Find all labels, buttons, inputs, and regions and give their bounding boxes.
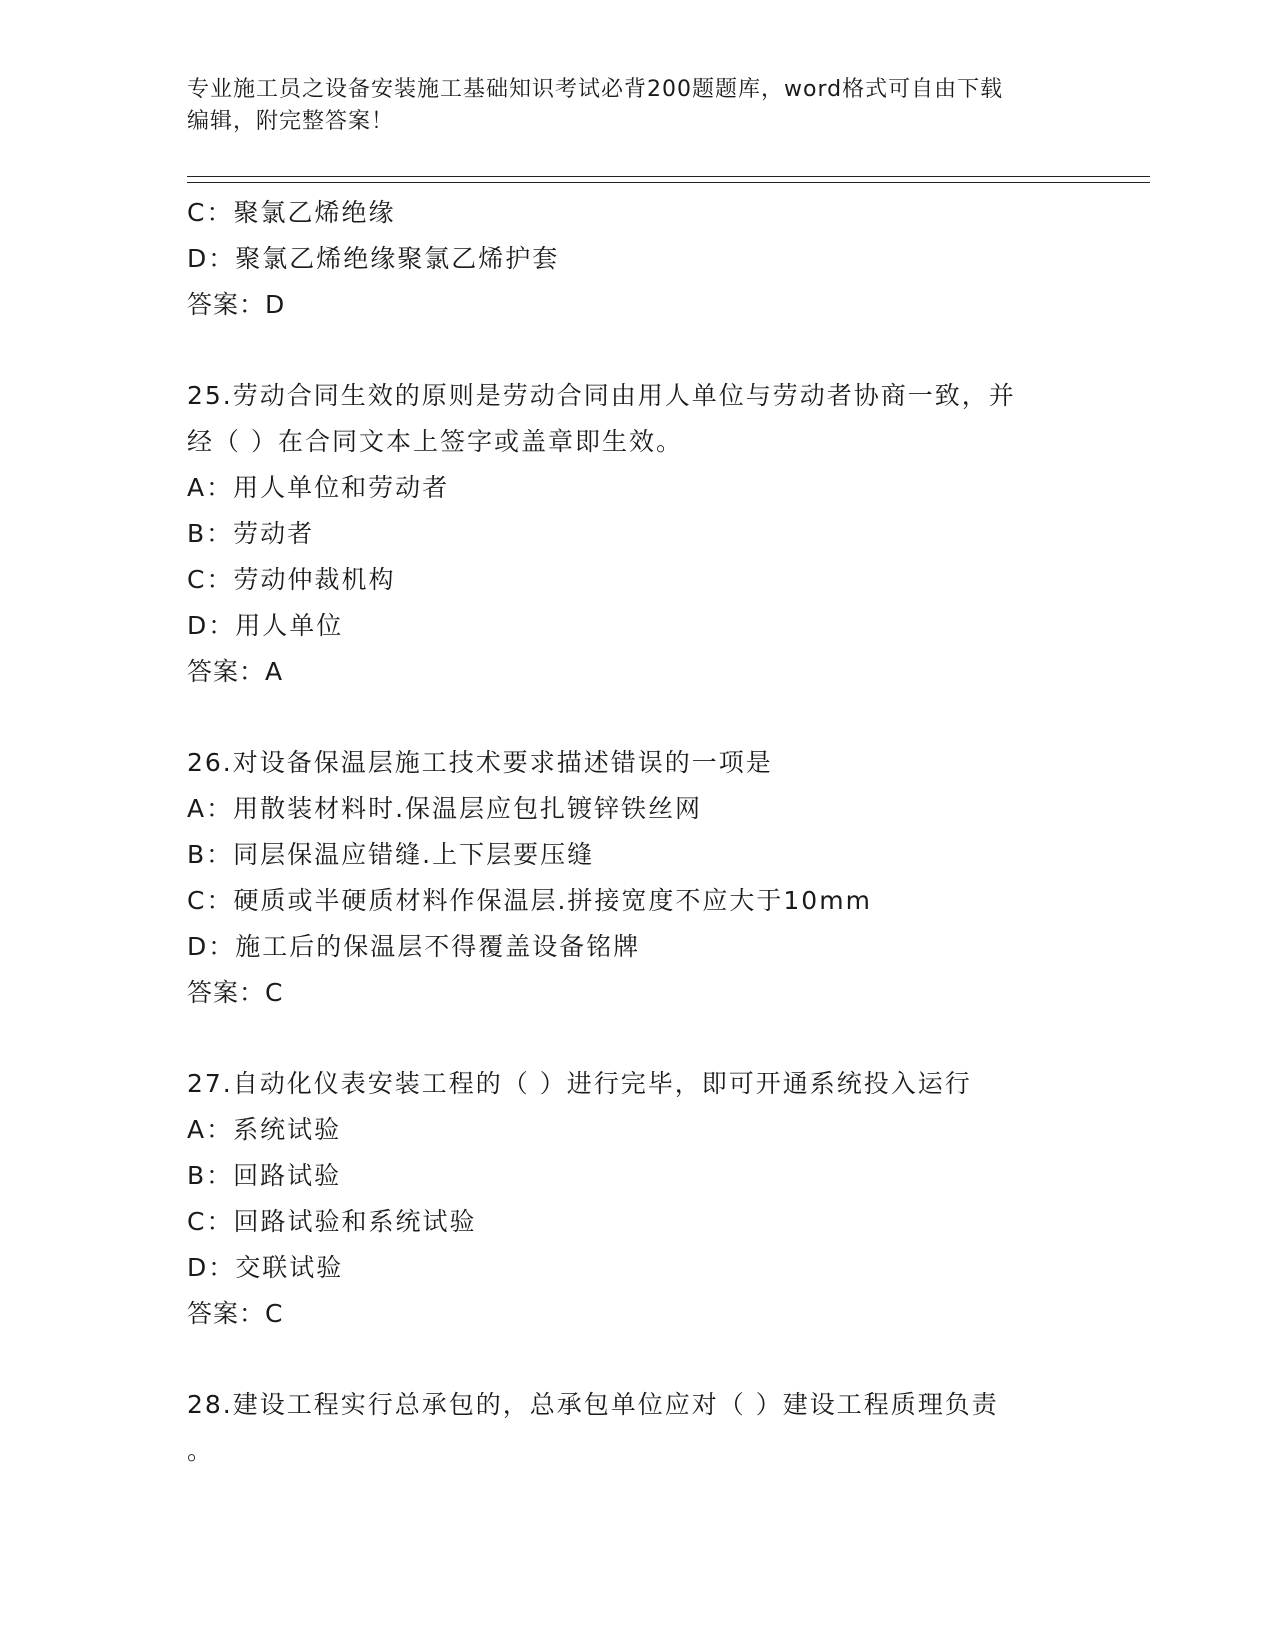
option-d: D：交联试验 xyxy=(187,1253,344,1282)
header-title-line-2: 编辑，附完整答案！ xyxy=(187,109,395,134)
option-c: C：回路试验和系统试验 xyxy=(187,1207,477,1236)
spacer xyxy=(187,695,1147,740)
question-stem-line-1: 27.自动化仪表安装工程的（ ）进行完毕，即可开通系统投入运行 xyxy=(187,1069,972,1098)
option-d: D：施工后的保温层不得覆盖设备铭牌 xyxy=(187,932,641,961)
answer-line: 答案：C xyxy=(187,1299,284,1328)
header-divider-bottom xyxy=(187,182,1150,183)
option-d: D：聚氯乙烯绝缘聚氯乙烯护套 xyxy=(187,244,560,273)
option-c: C：聚氯乙烯绝缘 xyxy=(187,198,396,227)
option-c: C：硬质或半硬质材料作保温层.拼接宽度不应大于10mm xyxy=(187,886,872,915)
question-stem-line-1: 25.劳动合同生效的原则是劳动合同由用人单位与劳动者协商一致，并 xyxy=(187,381,1016,410)
option-b: B：劳动者 xyxy=(187,519,315,548)
spacer xyxy=(187,1337,1147,1382)
spacer xyxy=(187,328,1147,373)
question-28 xyxy=(187,1382,1147,1474)
header-divider-top xyxy=(187,176,1150,177)
spacer xyxy=(187,1016,1147,1061)
question-stem-line-2: 。 xyxy=(187,1436,215,1465)
question-27 xyxy=(187,1061,1147,1337)
option-b: B：同层保温应错缝.上下层要压缝 xyxy=(187,840,595,869)
option-a: A：系统试验 xyxy=(187,1115,342,1144)
question-25 xyxy=(187,373,1147,695)
option-a: A：用人单位和劳动者 xyxy=(187,473,450,502)
answer-line: 答案：C xyxy=(187,978,284,1007)
answer-line: 答案：A xyxy=(187,657,284,686)
question-26 xyxy=(187,740,1147,1016)
option-b: B：回路试验 xyxy=(187,1161,342,1190)
document-header xyxy=(187,74,1087,138)
question-stem-line-1: 26.对设备保温层施工技术要求描述错误的一项是 xyxy=(187,748,773,777)
header-title-line-1: 专业施工员之设备安装施工基础知识考试必背200题题库，word格式可自由下载 xyxy=(187,77,1004,102)
question-stem-line-2: 经（ ）在合同文本上签字或盖章即生效。 xyxy=(187,427,683,456)
option-a: A：用散装材料时.保温层应包扎镀锌铁丝网 xyxy=(187,794,703,823)
question-24-continuation xyxy=(187,190,1147,328)
answer-line: 答案：D xyxy=(187,290,286,319)
question-list xyxy=(187,190,1147,1474)
option-d: D：用人单位 xyxy=(187,611,344,640)
option-c: C：劳动仲裁机构 xyxy=(187,565,396,594)
question-stem-line-1: 28.建设工程实行总承包的，总承包单位应对（ ）建设工程质理负责 xyxy=(187,1390,999,1419)
